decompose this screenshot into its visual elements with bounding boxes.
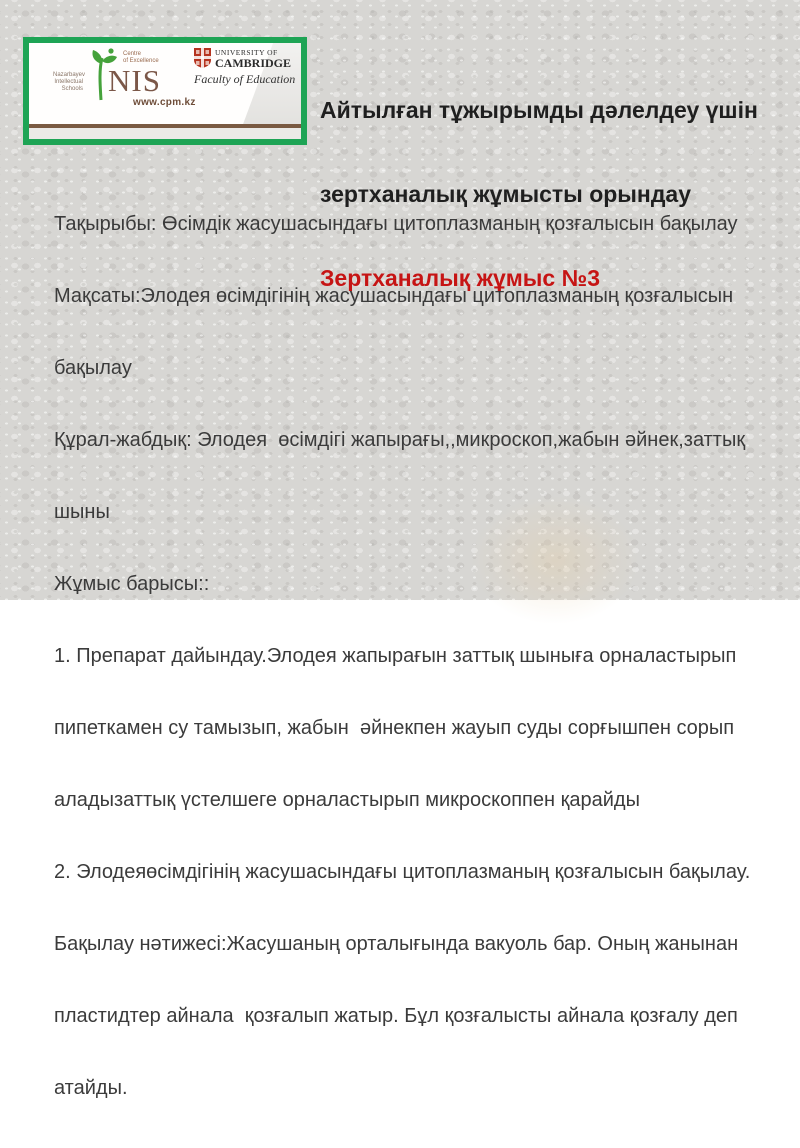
title-line-1: Айтылған тұжырымды дәлелдеу үшін xyxy=(320,97,758,123)
body-line: 1. Препарат дайындау.Элодея жапырағын заттық шыныға орналастырып xyxy=(54,645,737,667)
body-line: Бақылау нәтижесі:Жасушаның орталығында вакуоль бар. Оның жанынан xyxy=(54,933,739,955)
body-line: Жұмыс барысы:: xyxy=(54,573,210,595)
body-line: шыны xyxy=(54,501,110,523)
cambridge-faculty-text: Faculty of Education xyxy=(194,72,296,86)
slide-body-text xyxy=(54,164,784,1148)
cambridge-line1: UNIVERSITY OF xyxy=(215,48,278,57)
body-line: пипеткамен су тамызып, жабын әйнекпен жауып суды сорғышпен сорып xyxy=(54,717,735,739)
body-line: Мақсаты:Элодея өсімдігінің жасушасындағы цитоплазманың қозғалысын xyxy=(54,285,734,307)
body-line: Тақырыбы: Өсімдік жасушасындағы цитоплазманың қозғалысын бақылау xyxy=(54,213,738,235)
card-footer-strip xyxy=(29,128,301,139)
nis-website-url: www.cpm.kz xyxy=(133,97,196,108)
cambridge-line2: CAMBRIDGE xyxy=(215,56,292,70)
logo-card xyxy=(23,37,307,145)
nis-org-line: Intellectual xyxy=(54,79,83,85)
nis-org-caption xyxy=(53,72,86,93)
title-subtitle: Зертханалық жұмыс №3 xyxy=(320,265,600,291)
nis-org-line: Nazarbayev xyxy=(53,72,86,78)
body-line: атайды. xyxy=(54,1077,128,1099)
cambridge-logo xyxy=(194,48,302,86)
body-line: бақылау xyxy=(54,357,132,379)
nis-centre-line: Centre xyxy=(123,51,142,57)
body-line: 2. Элодеяөсімдігінің жасушасындағы цитоплазманың қозғалысын бақылау. xyxy=(54,861,751,883)
body-line: Құрал-жабдық: Элодея өсімдігі жапырағы,,микроскоп,жабын әйнек,заттық xyxy=(54,429,746,451)
body-line: пластидтер айнала қозғалып жатыр. Бұл қозғалысты айнала қозғалу деп xyxy=(54,1005,738,1027)
cambridge-university-text xyxy=(215,48,291,70)
nis-org-line: Schools xyxy=(61,86,83,92)
nis-centre-line: of Excellence xyxy=(123,58,159,64)
body-line: аладызаттық үстелшеге орналастырып микроскоппен қарайды xyxy=(54,789,640,811)
nis-acronym: NIS xyxy=(108,63,161,98)
title-line-2: зертханалық жұмысты орындау xyxy=(320,181,692,207)
cambridge-shield-icon xyxy=(194,48,211,68)
